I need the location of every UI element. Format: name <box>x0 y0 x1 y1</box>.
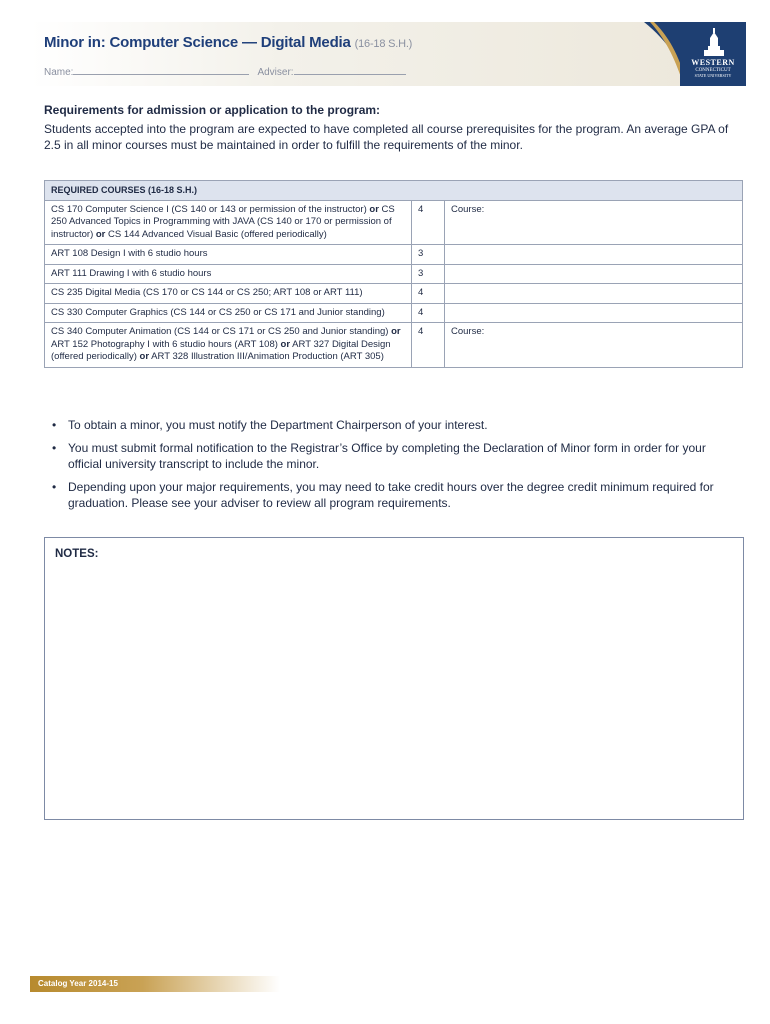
course-entry-cell[interactable] <box>445 264 743 284</box>
course-text: ART 328 Illustration III/Animation Production (ART 305) <box>149 351 384 362</box>
adviser-input-line[interactable] <box>294 65 406 75</box>
requirements-body: Students accepted into the program are expected to have completed all course prerequisites for the program. An average GPA of 2.5 in all minor courses must be maintained in order to fulfill the requirements of the minor. <box>44 122 729 152</box>
course-rows <box>45 200 743 367</box>
logo-line-3: STATE UNIVERSITY <box>694 73 732 78</box>
requirements-heading: Requirements for admission or application to the program: <box>44 103 381 117</box>
course-text: ART 108 Design I with 6 studio hours <box>51 248 208 259</box>
course-entry-cell[interactable] <box>445 303 743 323</box>
table-header-row <box>45 181 743 201</box>
course-or-connector: or <box>369 203 379 215</box>
page-title <box>44 34 412 51</box>
course-credits: 4 <box>412 303 445 323</box>
title-text: Minor in: Computer Science — Digital Media <box>44 34 351 51</box>
course-text: ART 327 Digital Design (offered periodically) <box>51 338 391 362</box>
course-credits: 4 <box>412 200 445 245</box>
logo-line-1: WESTERN <box>691 58 735 67</box>
table-row <box>45 303 743 323</box>
table-row <box>45 323 743 368</box>
course-text: CS 250 Advanced Topics in Programming with JAVA (CS 140 or 170 or permission of instructor) <box>51 203 395 240</box>
course-credits: 4 <box>412 323 445 368</box>
tower-icon <box>702 28 726 58</box>
notes-box[interactable] <box>44 537 744 820</box>
course-description <box>45 323 412 368</box>
logo-swoosh-graphic <box>584 22 694 86</box>
table-row <box>45 200 743 245</box>
course-text: CS 144 Advanced Visual Basic (offered periodically) <box>105 228 327 240</box>
course-entry-cell[interactable] <box>445 284 743 304</box>
table-row <box>45 245 743 265</box>
list-item: • Depending upon your major requirements, you may need to take credit hours over the degree credit minimum required for graduation. Please see your adviser to review all program requirements. <box>44 479 734 511</box>
course-entry-cell[interactable]: Course: <box>445 200 743 245</box>
credit-hours: (16-18 S.H.) <box>354 38 413 50</box>
course-text: CS 340 Computer Animation (CS 144 or CS 171 or CS 250 and Junior standing) <box>51 326 392 337</box>
course-text: CS 330 Computer Graphics (CS 144 or CS 250 or CS 171 and Junior standing) <box>51 306 385 318</box>
name-adviser-fields <box>44 65 414 78</box>
name-label: Name: <box>44 67 74 78</box>
page-header <box>30 22 746 86</box>
course-credits: 3 <box>412 245 445 265</box>
university-logo <box>680 22 746 86</box>
course-text: CS 235 Digital Media (CS 170 or CS 144 or CS 250; ART 108 or ART 111) <box>51 287 363 298</box>
table-row <box>45 264 743 284</box>
course-description <box>45 303 412 323</box>
list-item: • You must submit formal notification to the Registrar’s Office by completing the Declaration of Minor form in order for your official university transcript to include the minor. <box>44 440 734 472</box>
course-or-connector: or <box>280 338 291 350</box>
course-description <box>45 200 412 245</box>
logo-line-2: CONNECTICUT <box>695 68 731 73</box>
table-header: REQUIRED COURSES (16-18 S.H.) <box>45 181 743 201</box>
catalog-year-banner <box>30 976 280 992</box>
list-item: • To obtain a minor, you must notify the Department Chairperson of your interest. <box>44 417 734 433</box>
course-or-connector: or <box>139 351 150 362</box>
course-description <box>45 245 412 265</box>
required-courses-table <box>44 180 743 368</box>
catalog-year-text: Catalog Year 2014-15 <box>38 979 118 988</box>
course-or-connector: or <box>391 326 401 337</box>
adviser-label: Adviser: <box>257 67 294 78</box>
course-credits: 4 <box>412 284 445 304</box>
course-description <box>45 264 412 284</box>
info-bullets <box>44 417 734 518</box>
course-text: ART 152 Photography I with 6 studio hours (ART 108) <box>51 338 281 350</box>
course-entry-cell[interactable] <box>445 245 743 265</box>
course-credits: 3 <box>412 264 445 284</box>
course-entry-cell[interactable]: Course: <box>445 323 743 368</box>
name-input-line[interactable] <box>73 65 249 75</box>
course-text: CS 170 Computer Science I (CS 140 or 143 or permission of the instructor) <box>51 203 370 215</box>
notes-label: NOTES: <box>55 548 99 560</box>
course-description <box>45 284 412 304</box>
course-or-connector: or <box>95 228 106 240</box>
logo-wordmark <box>684 59 742 78</box>
course-text: ART 111 Drawing I with 6 studio hours <box>51 267 212 279</box>
table-row <box>45 284 743 304</box>
